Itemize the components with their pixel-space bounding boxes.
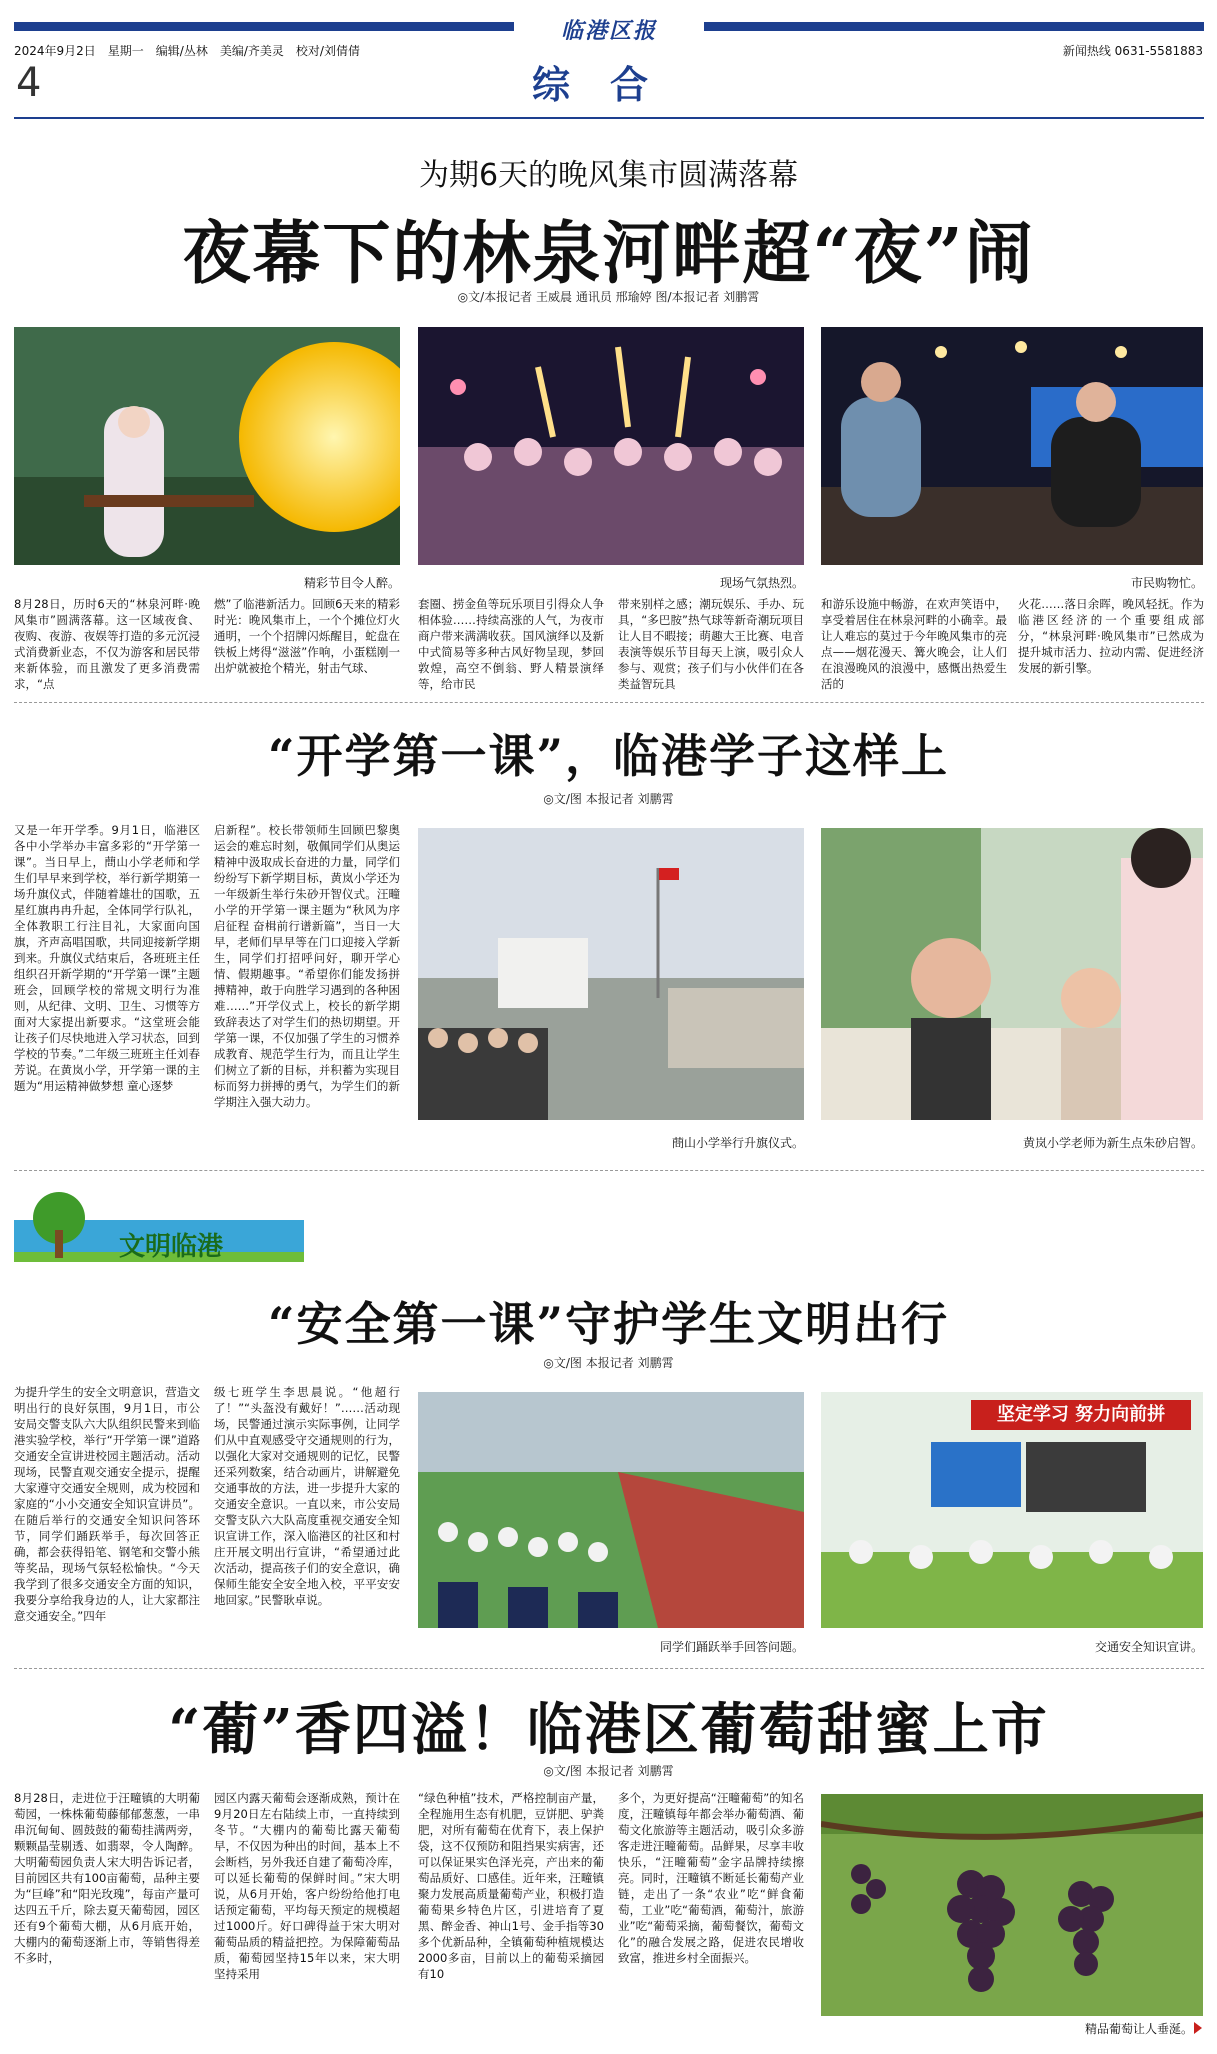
masthead-rule-left: [14, 22, 514, 31]
article1-caption-1: 精彩节目令人醉。: [303, 576, 400, 590]
masthead-rule-right: [704, 22, 1204, 31]
issue-meta: 2024年9月2日 星期一 编辑/丛林 美编/齐美灵 校对/刘倩倩: [14, 44, 360, 58]
newspaper-brand: 临港区报: [560, 18, 657, 44]
civility-byline: ◎文/图 本报记者 刘鹏霄: [543, 1356, 674, 1370]
article1-col-4: 带来别样之感；潮玩娱乐、手办、玩具，“多巴胺”热气球等新奇潮玩项目让人目不暇接；萌趣大王比赛、电音表演等娱乐节目每天上演，吸引众人参与、观赏；孩子们与小伙伴们在各类益智玩具: [618, 597, 804, 691]
civility-banner: [14, 1190, 304, 1270]
article4-byline: ◎文/图 本报记者 刘鹏霄: [543, 1764, 674, 1778]
article2-headline: “开学第一课”，临港学子这样上: [268, 729, 949, 783]
article4-caption: 精品葡萄让人垂涎。: [1084, 2022, 1193, 2036]
civility-caption-1: 同学们踊跃举手回答问题。: [659, 1640, 804, 1654]
article2-col-2: 启新程”。校长带领师生回顾巴黎奥运会的难忘时刻，敬佩同学们从奥运精神中汲取成长奋进的力量，同学们纷纷写下新学期目标，黄岚小学还为一年级新生举行朱砂开智仪式。汪疃小学的开学第一课主题为“秋风为序启征程 奋楫前行谱新篇”，当日一大早，老师们早早等在门口迎接入学新生，同学们打招呼问好，聊开学心情、假期趣事。“希望你们能发扬拼搏精神，敢于向胜学习遇到的各种困难……”开学仪式上，校长的新学期致辞表达了对学生们的热切期望。开学第一课，不仅加强了学生的习惯养成教育、规范学生行为，而且让学生们树立了新的目标，并积蓄为实现目标而努力拼搏的勇气，为学生们的新学期注入强大动力。: [214, 823, 400, 1109]
article1-col-1: 8月28日，历时6天的“林泉河畔·晚风集市”圆满落幕。这一区域夜食、夜购、夜游、夜娱等打造的多元沉浸式消费新业态，不仅为游客和居民带来新体验，而且激发了更多消费需求，“点: [14, 597, 200, 691]
article1-kicker: 为期6天的晚风集市圆满落幕: [418, 158, 799, 193]
article1-col-5: 和游乐设施中畅游，在欢声笑语中，享受着居住在林泉河畔的小确幸。最让人难忘的莫过于今年晚风集市的亮点——烟花漫天、篝火晚会，让人们在浪漫晚风的浪漫中，感慨出热爱生活的: [821, 597, 1007, 691]
civility-headline: “安全第一课”守护学生文明出行: [268, 1297, 949, 1351]
article1-byline: ◎文/本报记者 王威晨 通讯员 邢瑜婷 图/本报记者 刘鹏霄: [457, 290, 760, 304]
page-number: 4: [16, 60, 42, 106]
article4-col-1: 8月28日，走进位于汪疃镇的大明葡萄园，一株株葡萄藤郁郁葱葱，一串串沉甸甸、圆鼓鼓的葡萄挂满两旁，颗颗晶莹剔透、如翡翠，令人陶醉。大明葡萄园负责人宋大明告诉记者，目前园区共有100亩葡萄，品种主要为“巨峰”和“阳光玫瑰”，每亩产量可达四五千斤，除去夏天葡萄园，园区还有9个葡萄大棚，从6月底开始，大棚内的葡萄逐渐上市，等销售得差不多时，: [14, 1791, 200, 1965]
article4-col-2: 园区内露天葡萄会逐渐成熟，预计在9月20日左右陆续上市，一直持续到冬节。“大棚内的葡萄比露天葡萄早，不仅因为种出的时间，基本上不会断档，另外我还自建了葡萄冷库，可以延长葡萄的保鲜时间。”宋大明说，从6月开始，客户纷纷给他打电话预定葡萄，平均每天预定的规模超过1000斤。好口碑得益于宋大明对葡萄品质的精益把控。为保障葡萄品质，葡萄园坚持15年以来，宋大明坚持采用: [214, 1791, 400, 1981]
photo-night-market-stall: [821, 327, 1203, 565]
article1-caption-3: 市民购物忙。: [1130, 576, 1203, 590]
header-divider: [14, 117, 1204, 119]
photo-flag-raising: [418, 828, 804, 1120]
divider: [14, 702, 1204, 703]
photo-cinnabar-ceremony: [821, 828, 1203, 1120]
article4-headline: “葡”香四溢！临港区葡萄甜蜜上市: [168, 1697, 1049, 1763]
photo-grapes: [821, 1794, 1203, 2016]
section-title: 综合: [531, 63, 688, 107]
civility-col-1: 为提升学生的安全文明意识，营造文明出行的良好氛围，9月1日，市公安局交警支队六大队组织民警来到临港实验学校，举行“开学第一课”道路交通安全宣讲进校园主题活动。活动现场，民警直观交通安全提示，提醒大家遵守交通安全规则，成为校园和家庭的“小小交通安全知识宣讲员”。在随后举行的交通安全知识问答环节，同学们踊跃举手，每次回答正确，都会获得铅笔、钢笔和交警小熊等奖品，现场气氛轻松愉快。“今天我学到了很多交通安全方面的知识，我要分享给我身边的人，让大家都注意交通安全。”四年: [14, 1385, 200, 1623]
civility-caption-2: 交通安全知识宣讲。: [1094, 1640, 1203, 1654]
article1-col-2: 燃”了临港新活力。回顾6天来的精彩时光：晚风集市上，一个个摊位灯火通明，一个个招牌闪烁醒目，蛇盘在铁板上烤得“滋滋”作响，小蛋糕刚一出炉就被抢个精光，射击气球、: [214, 597, 400, 675]
masthead: [14, 14, 1204, 44]
photo-guzheng-performance: [14, 327, 400, 565]
article4-col-3: “绿色种植”技术，严格控制亩产量，全程施用生态有机肥，豆饼肥、驴粪肥，对所有葡萄在优育下，表上保护袋，这不仅预防和阻挡果实病害，还可以保证果实色泽光亮，产出来的葡萄品质好、口感佳。近年来，汪疃镇聚力发展高质量葡萄产业，积极打造葡萄果乡特色片区，引进培育了夏黑、醉金香、神山1号、金手指等30多个优新品种，全镇葡萄种植规模达2000多亩，目前以上的葡萄采摘园有10: [418, 1791, 604, 1981]
article1-headline: 夜幕下的林泉河畔超“夜”闹: [182, 214, 1035, 294]
article2-caption-2: 黄岚小学老师为新生点朱砂启智。: [1022, 1136, 1203, 1150]
article2-col-1: 又是一年开学季。9月1日，临港区各中小学举办丰富多彩的“开学第一课”。当日早上，蔄山小学老师和学生们早早来到学校，举行新学期第一场升旗仪式，伴随着雄壮的国歌，五星红旗冉冉升起，全体同学行队礼，全体教职工行注目礼，大家面向国旗，齐声高唱国歌，共同迎接新学期到来。升旗仪式结束后，各班班主任组织召开新学期的“开学第一课”主题班会，回顾学校的常规文明行为准则，从纪律、文明、卫生、习惯等方面对大家提出新要求。“这堂班会能让孩子们尽快地进入学习状态，回到学校的节奏。”二年级三班班主任刘春芳说。在黄岚小学，开学第一课的主题为“用运精神做梦想 童心逐梦: [14, 823, 200, 1093]
photo-classroom-lecture: [821, 1392, 1203, 1628]
article4-col-4: 多个，为更好提高“汪疃葡萄”的知名度，汪疃镇每年都会举办葡萄酒、葡萄文化旅游等主题活动，吸引众多游客走进汪疃葡萄。品鲜果，尽享丰收快乐，“汪疃葡萄”金字品牌持续擦亮。同时，汪疃镇不断延长葡萄产业链，走出了一条“农业”吃“鲜食葡萄，工业”吃“葡萄酒，葡萄汁，旅游业”吃“葡萄采摘，葡萄餐饮，葡萄文化”的融合发展之路，促进农民增收致富，推进乡村全面振兴。: [618, 1791, 804, 1965]
photo-students-raising-hands: [418, 1392, 804, 1628]
article1-col-3: 套圈、捞金鱼等玩乐项目引得众人争相体验……持续高涨的人气，为夜市商户带来满满收获。国风演绎以及新中式简易等多种古风好物呈现，梦回敦煌，高空不倒翁、野人精景演绎等，给市民: [418, 597, 604, 691]
civility-col-2: 级七班学生李思晨说。“他超行了！”“头盔没有戴好！”……活动现场，民警通过演示实际事例，让同学们从中直观感受守交通规则的行为，以强化大家对交通规则的记忆，民警还采列数案，结合动画片，讲解避免交通事故的方法，进一步提升大家的交通安全意识。一直以来，市公安局交警支队六大队高度重视交通安全知识宣讲工作，深入临港区的社区和村庄开展文明出行宣讲，“希望通过此次活动，提高孩子们的安全意识，确保师生能安全安全地入校，平平安安地回家。”民警耿卓说。: [214, 1385, 400, 1607]
civility-banner-text: 文明临港: [119, 1232, 224, 1262]
divider: [14, 1668, 1204, 1669]
news-hotline: 新闻热线 0631-5581883: [1062, 44, 1203, 58]
article2-byline: ◎文/图 本报记者 刘鹏霄: [543, 792, 674, 806]
arrow-right-icon: [1194, 2022, 1202, 2034]
article1-caption-2: 现场气氛热烈。: [719, 576, 804, 590]
article2-caption-1: 蔄山小学举行升旗仪式。: [671, 1136, 804, 1150]
divider: [14, 1170, 1204, 1171]
photo-crowd-night: [418, 327, 804, 565]
article1-col-6: 火花……落日余晖，晚风轻抚。作为临港区经济的一个重要组成部分，“林泉河畔·晚风集市”已然成为提升城市活力、拉动内需、促进经济发展的新引擎。: [1018, 597, 1204, 675]
classroom-slogan: 坚定学习 努力向前拼: [971, 1400, 1191, 1430]
